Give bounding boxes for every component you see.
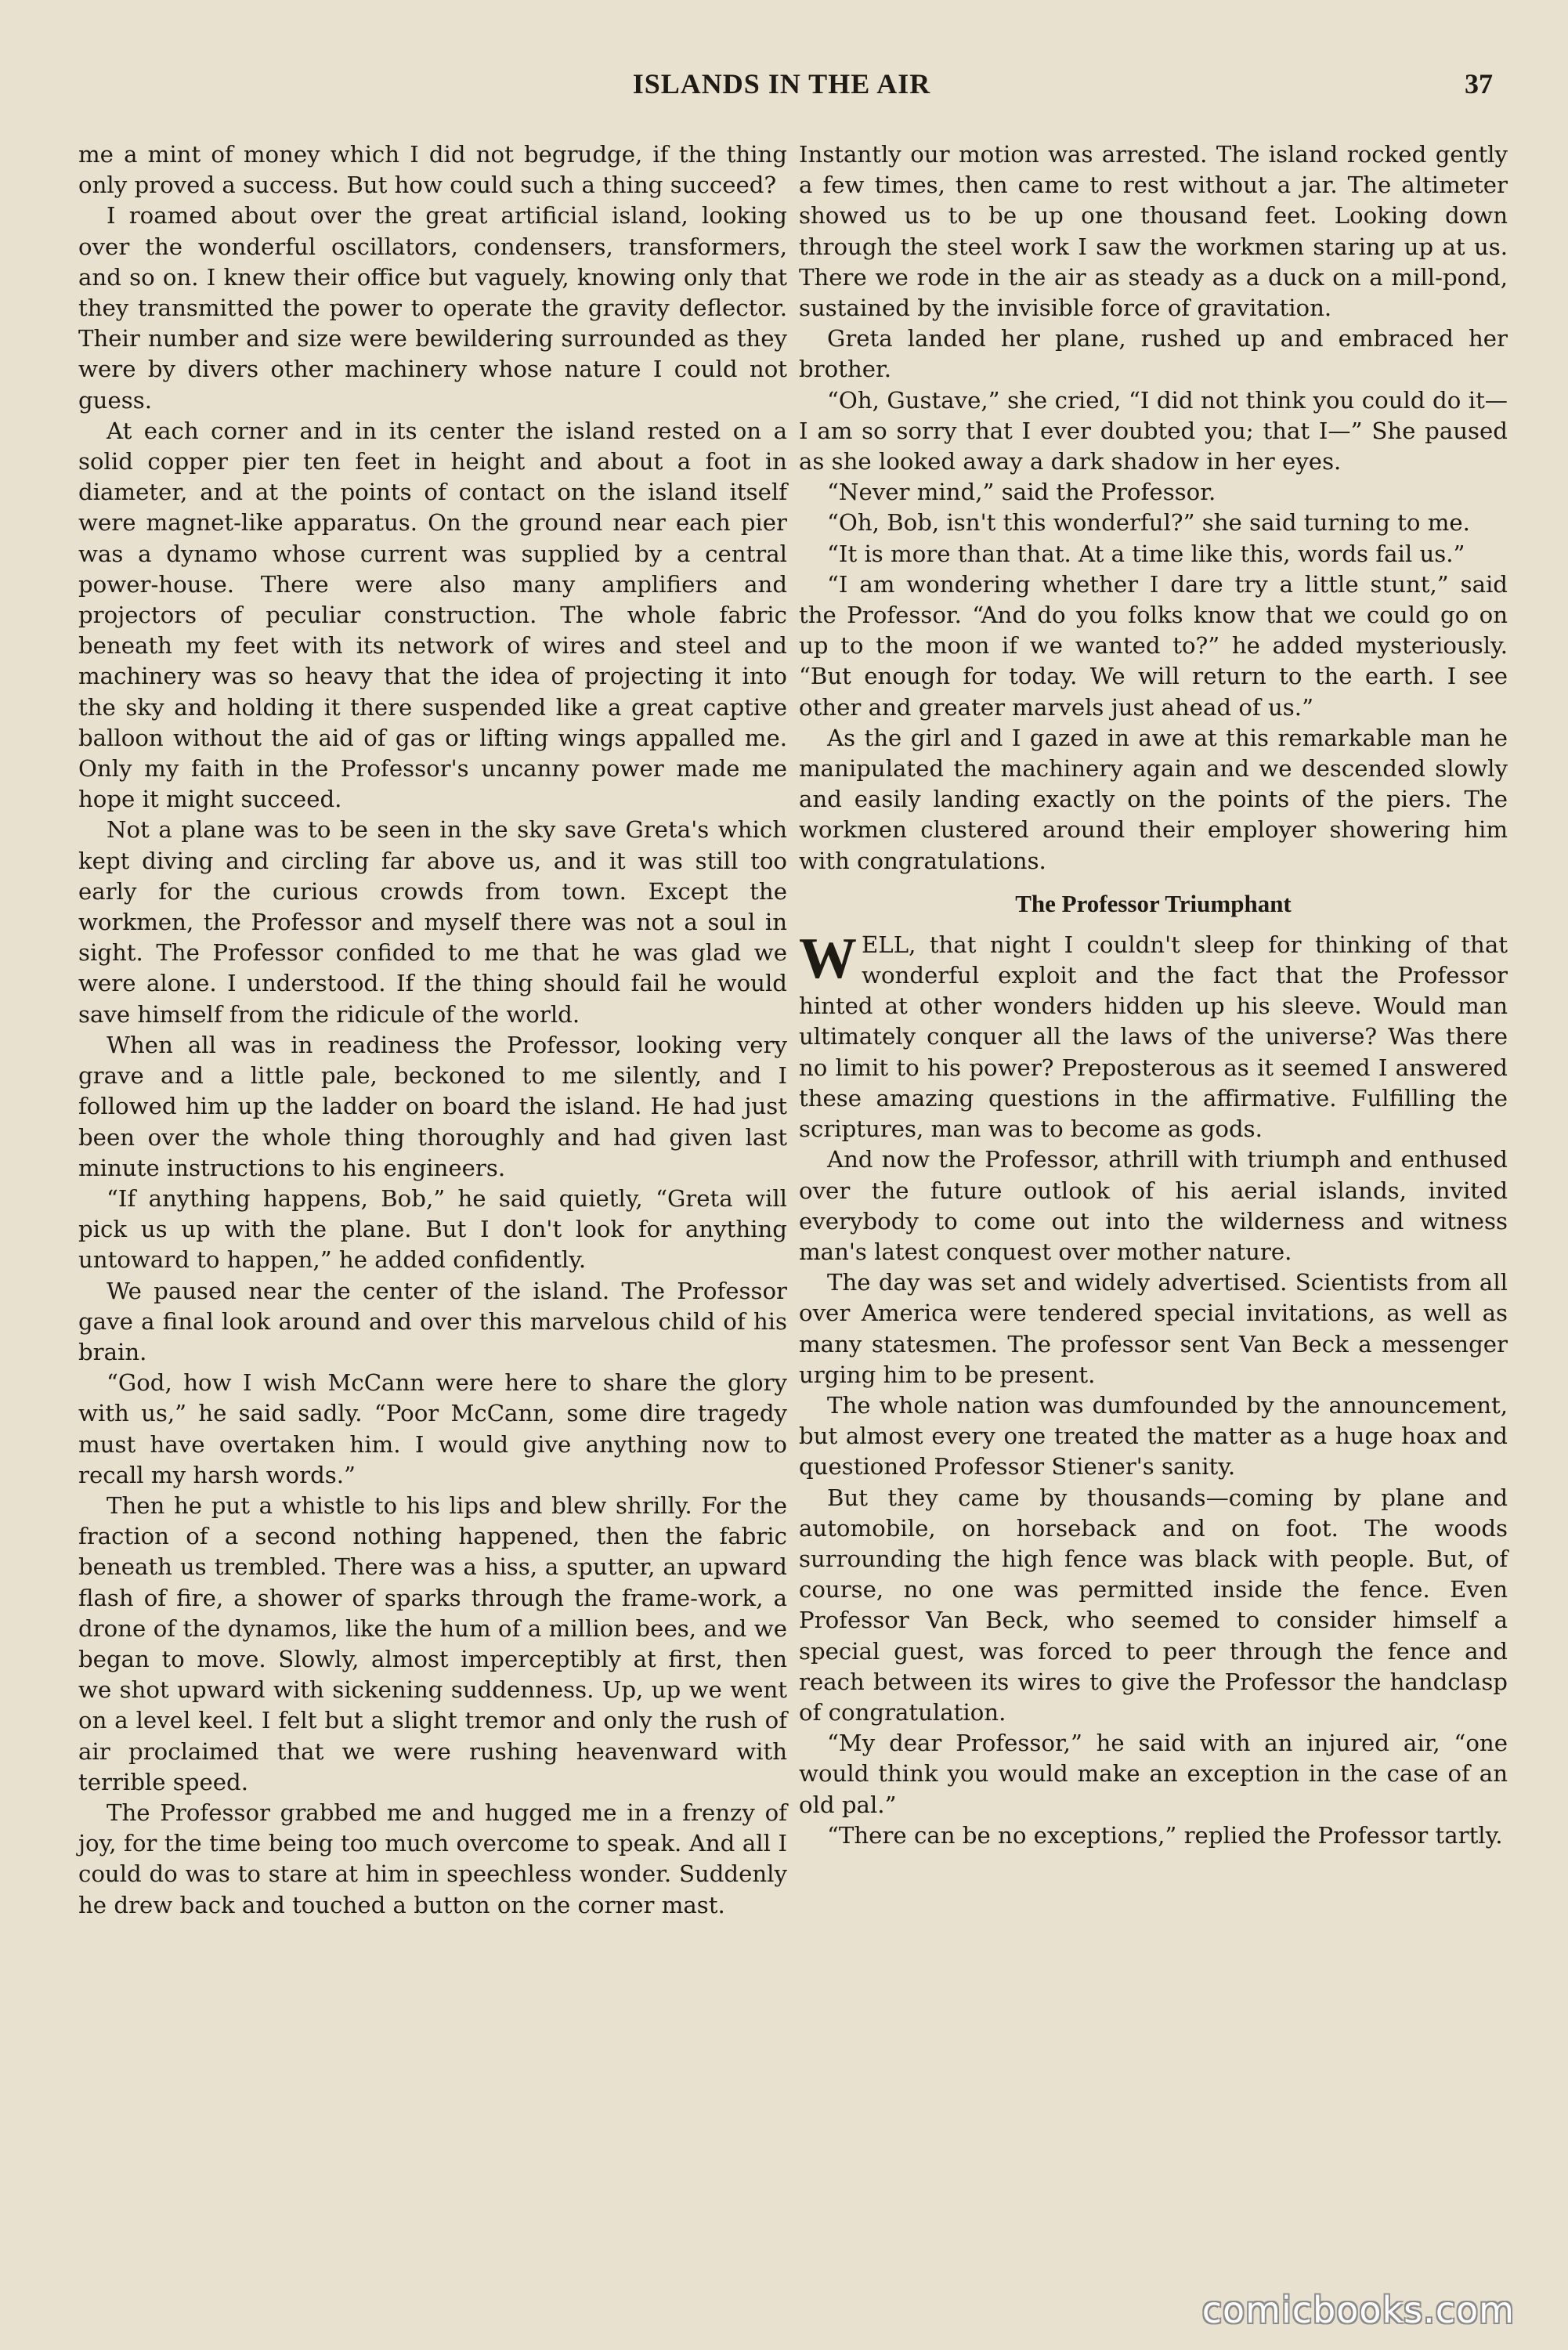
paragraph: The whole nation was dumfounded by the announcement, but almost every one treated the matter as a huge hoax and questioned Professor Stiener's sanity. xyxy=(799,1391,1508,1480)
right-column xyxy=(799,139,1508,1851)
paragraph: Instantly our motion was arrested. The island rocked gently a few times, then came to rest without a jar. The altimeter showed us to be up one thousand feet. Looking down through the steel work I saw the workmen staring up at us. There we rode in the air as steady as a duck on a mill-pond, sustained by the invisible force of gravitation. xyxy=(799,141,1508,322)
paragraph: Greta landed her plane, rushed up and embraced her brother. xyxy=(799,325,1508,383)
dropcap-paragraph xyxy=(799,926,1508,1144)
paragraph: I roamed about over the great artificial island, looking over the wonderful oscillators, condensers, transformers, and so on. I knew their office but vaguely, knowing only that they transmitted the power to operate the gravity deflector. Their number and size were bewildering surrounded as they were by divers other machinery whose nature I could not guess. xyxy=(78,202,787,414)
paragraph: We paused near the center of the island. The Professor gave a final look around and over this marvelous child of his brain. xyxy=(78,1277,787,1365)
paragraph: And now the Professor, athrill with triumph and enthused over the future outlook of his aerial islands, invited everybody to come out into the wilderness and witness man's latest conquest over mother nature. xyxy=(799,1146,1508,1265)
paragraph: Not a plane was to be seen in the sky save Greta's which kept diving and circling far above us, and it was still too early for the curious crowds from town. Except the workmen, the Professor and myself there was not a soul in sight. The Professor confided to me that he was glad we were alone. I understood. If the thing should fail he would save himself from the ridicule of the world. xyxy=(78,816,787,1028)
paragraph: “There can be no exceptions,” replied the Professor tartly. xyxy=(827,1821,1503,1849)
site-watermark: comicbooks.com xyxy=(1201,2289,1515,2331)
paragraph: me a mint of money which I did not begrudge, if the thing only proved a success. But how could such a thing succeed? xyxy=(78,141,787,199)
drop-cap-letter: W xyxy=(799,926,857,991)
running-title: ISLANDS IN THE AIR xyxy=(632,68,931,99)
paragraph: “God, how I wish McCann were here to share the glory with us,” he said sadly. “Poor McCann, some dire tragedy must have overtaken him. I would give anything now to recall my harsh words.” xyxy=(78,1369,787,1488)
paragraph: “I am wondering whether I dare try a little stunt,” said the Professor. “And do you folks know that we could go on up to the moon if we wanted to?” he added mysteriously. “But enough for today. We will return to the earth. I see other and greater marvels just ahead of us.” xyxy=(799,570,1508,721)
paragraph: As the girl and I gazed in awe at this remarkable man he manipulated the machinery again and we descended slowly and easily landing exactly on the points of the piers. The workmen clustered around their employer showering him with congratulations. xyxy=(799,724,1508,874)
paragraph: “My dear Professor,” he said with an injured air, “one would think you would make an exception in the case of an old pal.” xyxy=(799,1730,1508,1818)
paragraph: “It is more than that. At a time like this, words fail us.” xyxy=(827,540,1465,567)
paragraph: “Never mind,” said the Professor. xyxy=(827,479,1216,506)
section-heading: The Professor Triumphant xyxy=(1015,889,1292,917)
paragraph: When all was in readiness the Professor, looking very grave and a little pale, beckoned to me silently, and I followed him up the ladder on board the island. He had just been over the whole thing thoroughly and had given last minute instructions to his engineers. xyxy=(78,1031,787,1181)
paragraph: But they came by thousands—coming by plane and automobile, on horseback and on foot. The woods surrounding the high fence was black with people. But, of course, no one was permitted inside the fence. Even Professor Van Beck, who seemed to consider himself a special guest, was forced to peer through the fence and reach between its wires to give the Professor the handclasp of congratulation. xyxy=(799,1484,1508,1726)
page-header xyxy=(70,67,1493,114)
paragraph: The day was set and widely advertised. Scientists from all over America were tendered special invitations, as well as many statesmen. The professor sent Van Beck a messenger urging him to be present. xyxy=(799,1269,1508,1388)
paragraph: The Professor grabbed me and hugged me in a frenzy of joy, for the time being too much overcome to speak. And all I could do was to stare at him in speechless wonder. Suddenly he drew back and touched a button on the corner mast. xyxy=(78,1799,787,1918)
page-number: 37 xyxy=(1465,68,1493,99)
left-column xyxy=(78,139,787,1921)
dropcap-paragraph-text: ELL, that night I couldn't sleep for thinking of that wonderful exploit and the fact that the Professor hinted at other wonders hidden up his sleeve. Would man ultimately conquer all the laws of the universe? Was there no limit to his power? Preposterous as it seemed I answered these amazing questions in the affirmative. Fulfilling the scriptures, man was to become as gods. xyxy=(799,931,1508,1143)
paragraph: “If anything happens, Bob,” he said quietly, “Greta will pick us up with the plane. But I don't look for anything untoward to happen,” he added confidently. xyxy=(78,1184,787,1274)
paragraph: “Oh, Gustave,” she cried, “I did not think you could do it—I am so sorry that I ever doubted you; that I—” She paused as she looked away a dark shadow in her eyes. xyxy=(799,386,1508,475)
paragraph: Then he put a whistle to his lips and blew shrilly. For the fraction of a second nothing happened, then the fabric beneath us trembled. There was a hiss, a sputter, an upward flash of fire, a shower of sparks through the frame-work, a drone of the dynamos, like the hum of a million bees, and we began to move. Slowly, almost imperceptibly at first, then we shot upward with sickening suddenness. Up, up we went on a level keel. I felt but a slight tremor and only the rush of air proclaimed that we were rushing heavenward with terrible speed. xyxy=(78,1491,787,1795)
paragraph: At each corner and in its center the island rested on a solid copper pier ten feet in height and about a foot in diameter, and at the points of contact on the island itself were magnet-like apparatus. On the ground near each pier was a dynamo whose current was supplied by a central power-house. There were also many amplifiers and projectors of peculiar construction. The whole fabric beneath my feet with its network of wires and steel and machinery was so heavy that the idea of projecting it into the sky and holding it there suspended like a great captive balloon without the aid of gas or lifting wings appalled me. Only my faith in the Professor's uncanny power made me hope it might succeed. xyxy=(78,417,787,813)
paragraph: “Oh, Bob, isn't this wonderful?” she said turning to me. xyxy=(827,509,1470,537)
